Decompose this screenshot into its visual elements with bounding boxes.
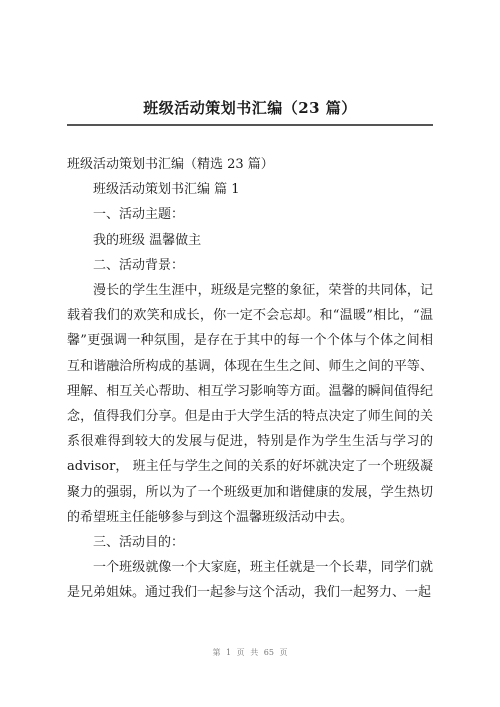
background-paragraph: 漫长的学生生涯中，班级是完整的象征，荣誉的共同体，记载着我们的欢笑和成长，你一定不会忘却。和“温暖”相比，“温馨”更强调一种氛围，是存在于其中的每一个个体与个体之间相互和谐融洽所构成的基调，体现在生生之间、师生之间的平等、理解、相互关心帮助、相互学习影响等方面。温馨的瞬间值得纪念，值得我们分享。但是由于大学生活的特点决定了师生间的关系很难得到较大的发展与促进，特别是作为学生生活与学习的 advisor， 班主任与学生之间的关系的好坏就决定了一个班级凝聚力的强弱，所以为了一个班级更加和谐健康的发展，学生热切的希望班主任能够参与到这个温馨班级活动中去。	[67, 283, 433, 525]
subheading-theme: 一、活动主题：	[93, 207, 185, 223]
document-body	[67, 152, 433, 606]
collection-heading: 班级活动策划书汇编（精选 23 篇）	[67, 157, 274, 172]
subheading-background: 二、活动背景：	[93, 257, 185, 273]
title-divider	[67, 124, 433, 126]
purpose-paragraph: 一个班级就像一个大家庭，班主任就是一个长辈，同学们就是兄弟姐妹。通过我们一起参与这个活动，我们一起努力、一起	[67, 560, 433, 601]
section-heading: 班级活动策划书汇编 篇 1	[93, 182, 240, 198]
page-number-footer: 第 1 页 共 65 页	[212, 648, 288, 657]
document-title: 班级活动策划书汇编（23 篇）	[143, 99, 357, 117]
theme-text: 我的班级 温馨做主	[93, 232, 202, 248]
subheading-purpose: 三、活动目的：	[93, 535, 185, 551]
